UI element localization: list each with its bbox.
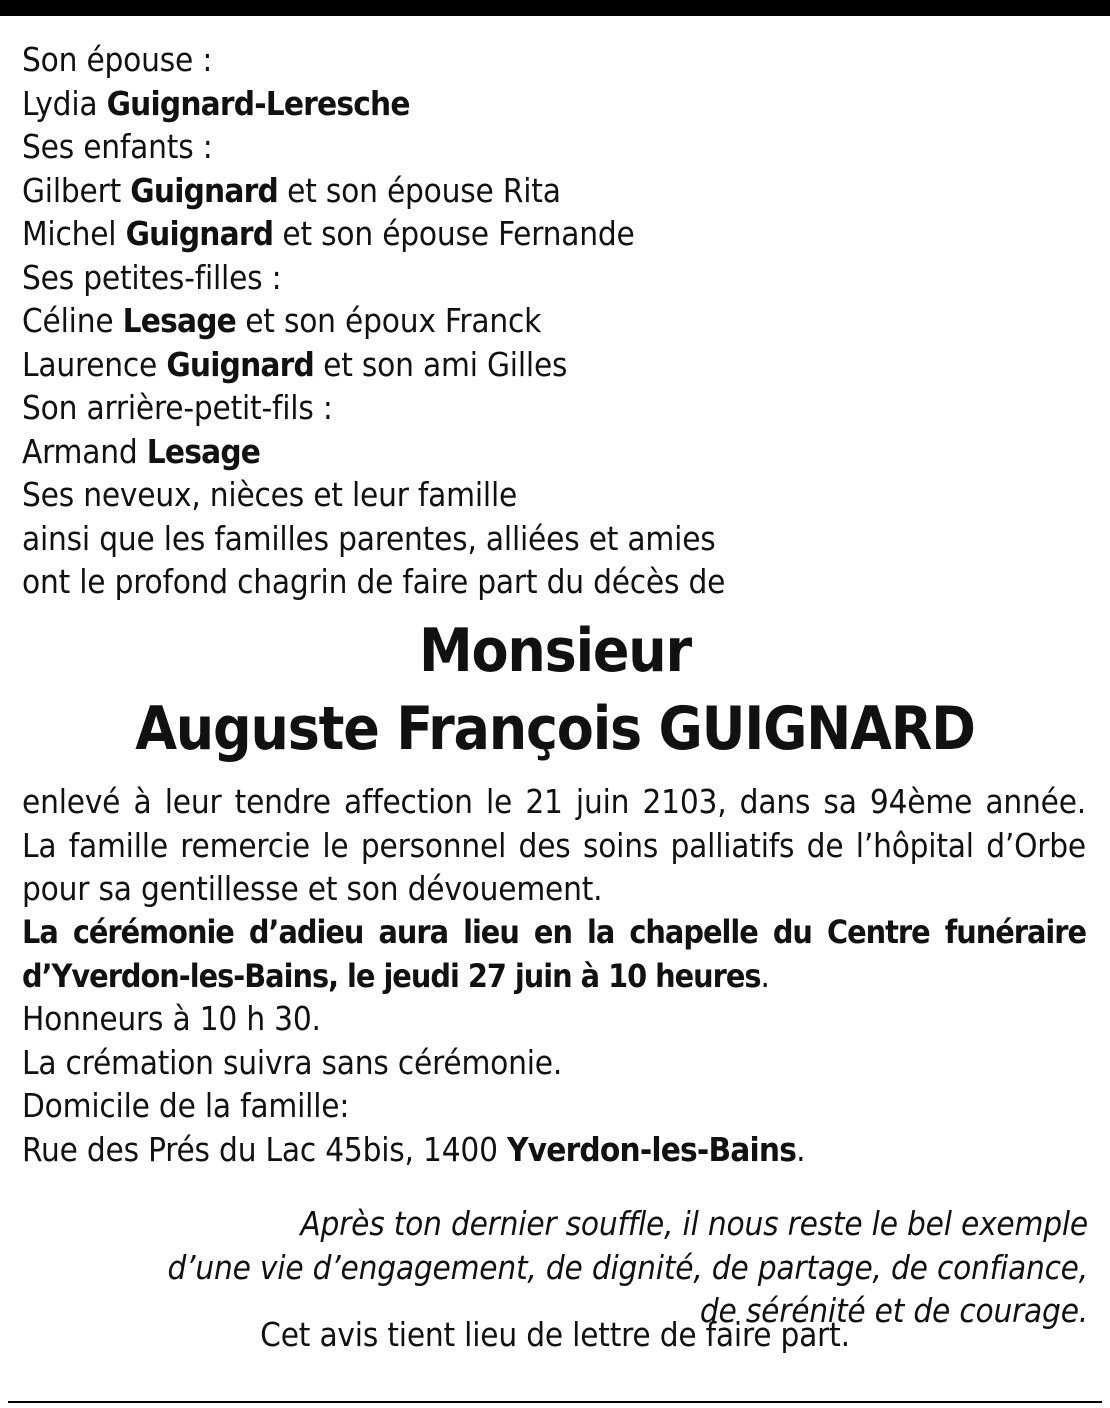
thanks-line-end: pour sa gentillesse et son dévouement. bbox=[22, 869, 603, 908]
last-name: Guignard bbox=[125, 214, 274, 253]
relatives-line: Ses neveux, nièces et leur famille bbox=[22, 475, 518, 514]
granddaughter-entry bbox=[22, 299, 1088, 343]
children-label: Ses enfants : bbox=[22, 127, 213, 166]
death-date-line: enlevé à leur tendre affection le 21 juin 2103, dans sa 94ème année. bbox=[22, 782, 1086, 821]
last-name: Lesage bbox=[146, 431, 261, 471]
street-address: Rue des Prés du Lac 45bis, 1400 bbox=[22, 1129, 507, 1169]
period: . bbox=[760, 956, 770, 995]
announcement-line: ont le profond chagrin de faire part du décès de bbox=[22, 562, 726, 601]
child-entry bbox=[22, 169, 1088, 213]
last-name: Guignard bbox=[166, 344, 314, 384]
great-grandson-name bbox=[22, 430, 1088, 474]
relation-text: et son épouse Rita bbox=[277, 170, 561, 210]
practical-info bbox=[22, 997, 1088, 1171]
verse-line: de sérénité et de courage. bbox=[699, 1291, 1088, 1330]
first-name: Lydia bbox=[22, 83, 107, 123]
town-name: Yverdon-les-Bains bbox=[506, 1129, 797, 1169]
relation-text: et son ami Gilles bbox=[313, 344, 568, 384]
child-entry bbox=[22, 212, 1088, 256]
relation-text: et son époux Franck bbox=[236, 301, 542, 340]
granddaughters-label: Ses petites-filles : bbox=[22, 257, 282, 297]
relation-text: et son épouse Fernande bbox=[273, 214, 635, 253]
first-name: Gilbert bbox=[22, 170, 131, 210]
death-details bbox=[22, 780, 1086, 998]
period: . bbox=[796, 1129, 806, 1169]
bottom-border-rule bbox=[8, 1401, 1102, 1403]
family-list bbox=[22, 38, 1088, 604]
cremation-line: La crémation suivra sans cérémonie. bbox=[22, 1042, 563, 1082]
deceased-title: Monsieur bbox=[419, 616, 691, 686]
thanks-line: La famille remercie le personnel des soins palliatifs de l’hôpital d’Orbe bbox=[22, 825, 1086, 865]
deceased-name: Auguste François GUIGNARD bbox=[135, 694, 975, 764]
last-name: Guignard bbox=[130, 170, 278, 210]
first-name: Armand bbox=[22, 431, 147, 471]
honours-line: Honneurs à 10 h 30. bbox=[22, 999, 321, 1038]
first-name: Michel bbox=[22, 214, 126, 253]
verse-line: d’une vie d’engagement, de dignité, de partage, de confiance, bbox=[167, 1247, 1088, 1287]
spouse-name bbox=[22, 82, 1088, 126]
top-border-rule bbox=[0, 0, 1110, 16]
ceremony-place-time: d’Yverdon-les-Bains, le jeudi 27 juin à 10 heures bbox=[22, 957, 761, 995]
granddaughter-entry bbox=[22, 343, 1088, 387]
closing-note: Cet avis tient lieu de lettre de faire part. bbox=[260, 1315, 850, 1354]
great-grandson-label: Son arrière-petit-fils : bbox=[22, 388, 333, 427]
deceased-name-block bbox=[0, 612, 1110, 768]
spouse-label: Son épouse : bbox=[22, 40, 213, 79]
ceremony-line: La cérémonie d’adieu aura lieu en la chapelle du Centre funéraire bbox=[22, 912, 1086, 951]
relatives-line: ainsi que les familles parentes, alliées et amies bbox=[22, 518, 716, 558]
verse-line: Après ton dernier souffle, il nous reste le bel exemple bbox=[300, 1204, 1088, 1243]
ceremony-line-end bbox=[22, 954, 1086, 998]
last-name: Lesage bbox=[122, 301, 236, 340]
first-name: Laurence bbox=[22, 344, 167, 384]
domicile-label: Domicile de la famille: bbox=[22, 1086, 350, 1125]
address-line bbox=[22, 1128, 1088, 1172]
last-name: Guignard-Leresche bbox=[106, 83, 410, 123]
first-name: Céline bbox=[22, 301, 123, 340]
